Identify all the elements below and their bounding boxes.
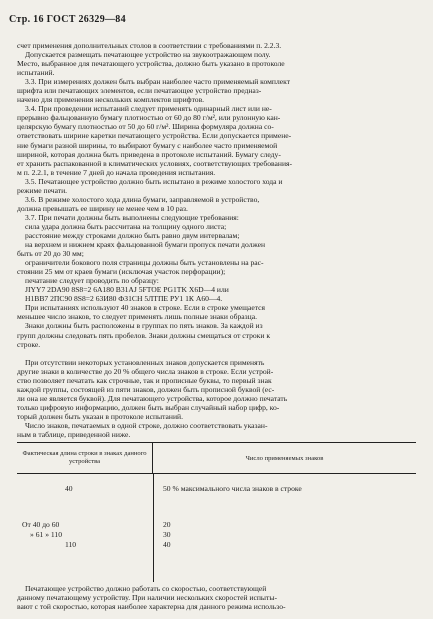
text-line: стоянии 25 мм от краев бумаги (исключая участок перфорации); <box>17 267 226 277</box>
text-line: ограничители бокового поля страницы должны быть установлены на рас- <box>25 258 264 268</box>
table-body <box>17 474 416 582</box>
text-line: данному печатающему устройству. При наличии нескольких скоростей испыты- <box>17 593 277 603</box>
table-cell-r1c1: 40 <box>65 484 73 493</box>
text-line: торый должен быть указан в протоколе испытаний. <box>17 411 184 421</box>
text-line: сила удара должна быть рассчитана на толщину одного листа; <box>25 221 227 231</box>
data-table <box>17 442 416 582</box>
text-line: печатание следует проводить по образцу: <box>25 276 159 286</box>
text-line: целярскую бумагу плотностью от 50 до 60 г/м². Ширина формуляра должна со- <box>17 122 274 132</box>
text-line: JIYY7 2DA90 8S8=2 6A180 B31AJ 5FTOE PG1TK X6D—4 или <box>25 285 229 295</box>
text-line: Знаки должны быть расположены в группах по пять знаков. За каждой из <box>25 321 263 331</box>
text-line: каждой группы, состоящей из пяти знаков, должен быть прописной буквой (ес- <box>17 384 275 394</box>
text-line: шириной, которая должна быть приведена в протоколе испытаний. Бумагу следу- <box>17 149 281 159</box>
text-line: меньшее число знаков, то следует применять лишь полные знаки образца. <box>17 312 257 322</box>
text-line: м п. 2.2.1, в течение 7 дней до начала проведения испытания. <box>17 167 216 177</box>
text-line: быть от 20 до 30 мм; <box>17 249 84 259</box>
table-header <box>17 442 416 474</box>
text-line: ет хранить распакованной в климатических условиях, соответствующих требования- <box>17 158 293 168</box>
text-line: Число знаков, печатаемых в одной строке, должно соответствовать указан- <box>25 420 268 430</box>
table-cell-r1c2: 50 % максимального числа знаков в строке <box>163 484 302 493</box>
table-cell-r3c1: » 61 » 110 <box>30 530 62 539</box>
text-line: ответствовать ширине каретки печатающего устройства. Если допускается примене- <box>17 131 292 141</box>
text-line: счет применения дополнительных столов в соответствии с требованиями п. 2.2.3. <box>17 41 282 50</box>
text-line: При отсутствии некоторых установленных знаков допускается применять <box>25 357 265 367</box>
text-line <box>0 349 433 358</box>
table-cell-r2c1: От 40 до 60 <box>22 520 60 529</box>
table-header-col2: Число применяемых знаков <box>245 454 324 462</box>
text-line: прерывно фальцованную бумагу плотностью от 60 до 80 г/м², или рулонную кан- <box>17 113 281 123</box>
text-line: H1BB7 2ПС90 8S8=2 63И80 ФЗ1СН 5ЛТПЕ РУ1 1К А60—4. <box>25 294 223 304</box>
text-line: только цифровую информацию, должен быть выбран случайный набор цифр, ко- <box>17 402 280 412</box>
table-cell-r2c2: 20 <box>163 520 171 529</box>
table-header-col1: Фактическая длина строки в знаках данного устройства <box>17 443 153 473</box>
text-line: Место, выбранное для печатающего устройства, должно быть указано в протоколе <box>17 59 285 69</box>
text-line: другие знаки в количестве до 20 % общего числа знаков в строке. Если устрой- <box>17 366 274 376</box>
text-line: вают с той скоростью, которая наиболее характерна для данного режима использо- <box>17 602 286 612</box>
text-line: начено для применения нескольких комплектов шрифтов. <box>17 95 205 105</box>
text-line: 3.3. При измерениях должен быть выбран наиболее часто применяемый комплект <box>25 77 291 87</box>
text-line: 3.4. При проведении испытаний следует применять одинарный лист или не- <box>25 104 272 114</box>
text-line: групп должны следовать пять пробелов. Знаки должны смещаться от строки к <box>17 330 271 340</box>
page-header: Стр. 16 ГОСТ 26329—84 <box>9 14 126 25</box>
text-line: строке. <box>17 339 41 349</box>
text-line: ство позволяет печатать как строчные, так и прописные буквы, то первый знак <box>17 375 272 385</box>
table-cell-r3c2: 30 <box>163 530 171 539</box>
text-line: При испытаниях используют 40 знаков в строке. Если в строке умещается <box>25 303 265 313</box>
text-line: 3.5. Печатающее устройство должно быть испытано в режиме холостого хода и <box>25 176 283 186</box>
table-cell-r4c1: 110 <box>65 540 77 549</box>
text-line: испытаний. <box>17 68 55 78</box>
after-table-text <box>0 584 433 611</box>
text-line: 3.7. При печати должны быть выполнены следующие требования: <box>25 212 239 222</box>
text-line: должна превышать ее ширину не менее чем в 10 раз. <box>17 203 188 213</box>
text-line: ли она не является буквой). Для печатающего устройства, которое должно печатать <box>17 393 288 403</box>
text-line: Печатающее устройство должно работать со скоростью, соответствующей <box>25 584 267 593</box>
text-line: на верхнем и нижнем краях фальцованной бумаги пропуск печати должен <box>25 240 266 250</box>
text-line: режиме печати. <box>17 185 68 195</box>
table-cell-r4c2: 40 <box>163 540 171 549</box>
table-column-divider <box>153 474 154 582</box>
text-line: ние бумаги разной ширины, то выбирают бумагу с наиболее часто применяемой <box>17 140 278 150</box>
text-line: Допускается размещать печатающее устройство на звукоотражающем полу. <box>25 50 271 60</box>
text-line: ным в таблице, приведенной ниже. <box>17 430 131 440</box>
text-line: шрифта или печатающих элементов, если печатающее устройство предназ- <box>17 86 262 96</box>
body-text <box>0 41 433 439</box>
text-line: 3.6. В режиме холостого хода длина бумаги, заправляемой в устройство, <box>25 194 260 204</box>
text-line: расстояние между строками должно быть равно двум интервалам; <box>25 230 240 240</box>
